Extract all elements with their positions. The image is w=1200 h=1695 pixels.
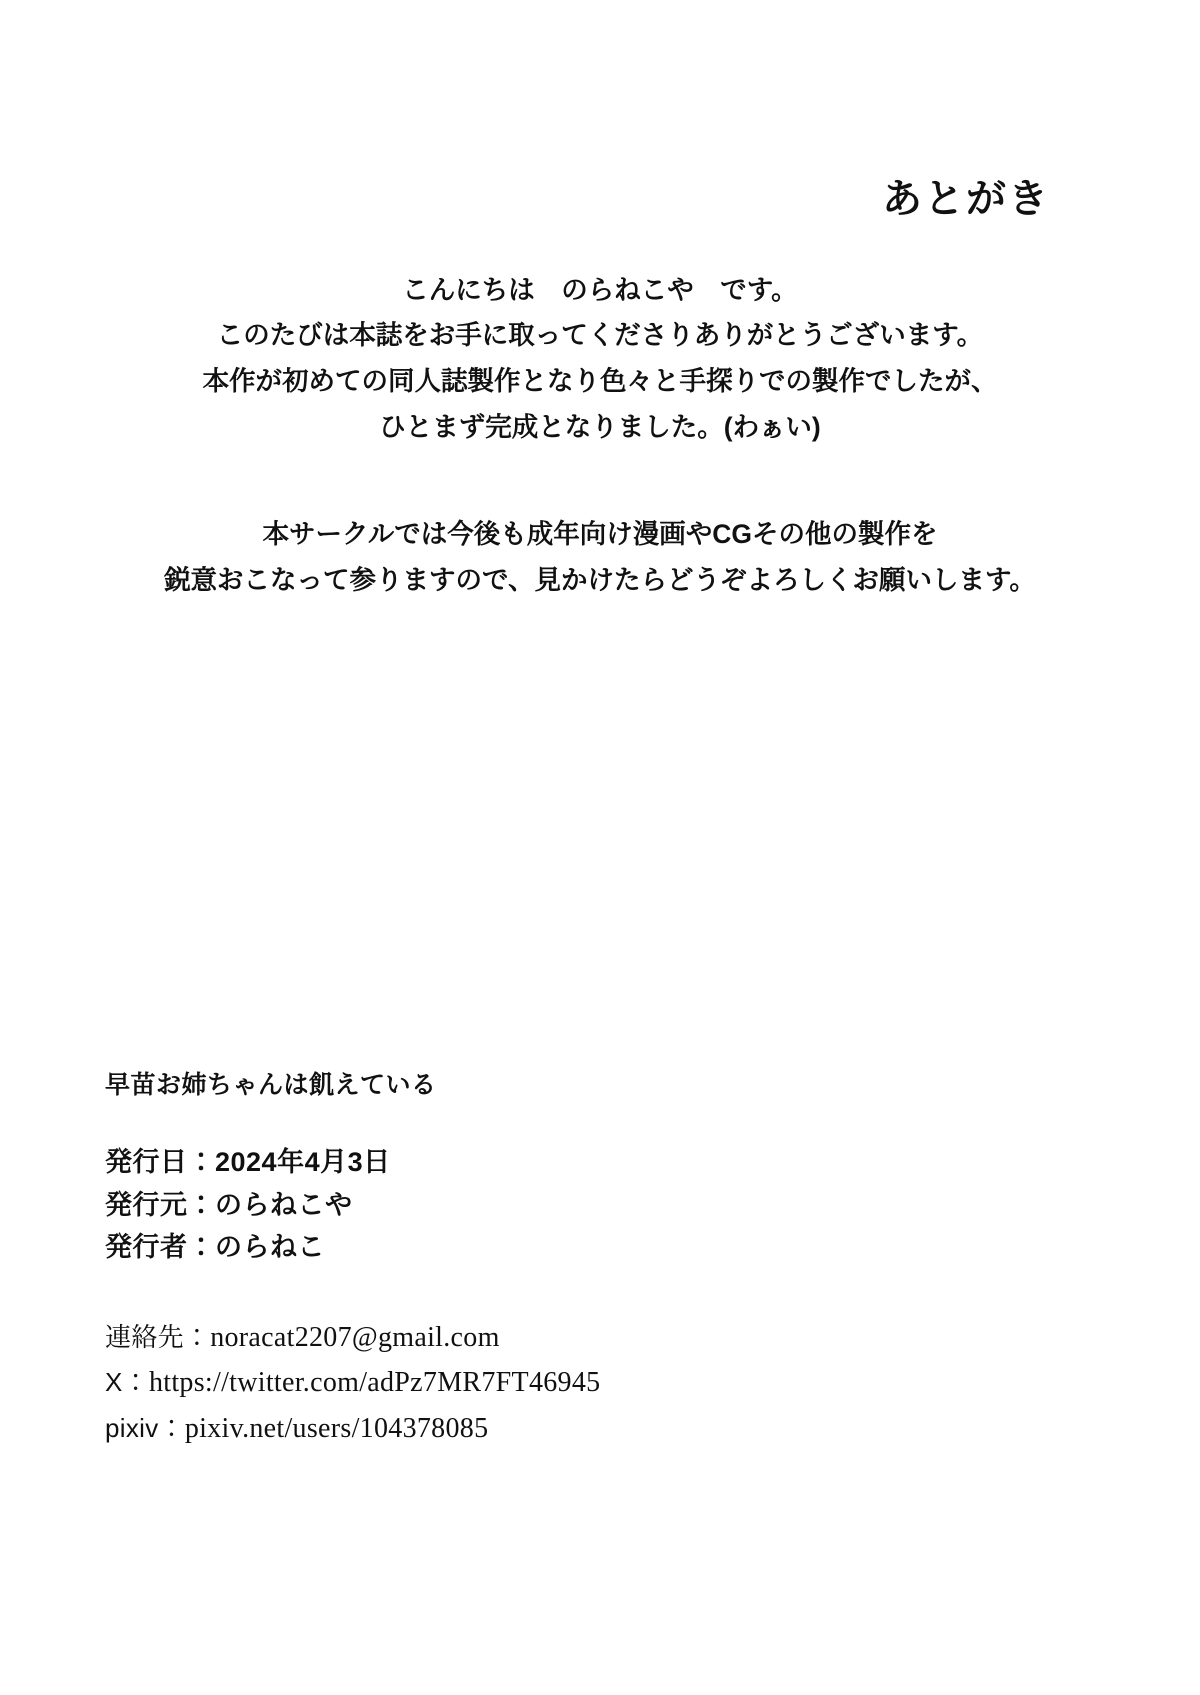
contact-block xyxy=(105,1315,600,1451)
afterword-line: ひとまず完成となりました。(わぁい) xyxy=(379,411,821,442)
publication-date: 発行日：2024年4月3日 xyxy=(105,1147,391,1177)
contact-twitter-value[interactable]: https://twitter.com/adPz7MR7FT46945 xyxy=(148,1367,601,1399)
contact-email-value[interactable]: noracat2207@gmail.com xyxy=(210,1321,500,1353)
publisher: 発行元：のらねこや xyxy=(105,1189,353,1220)
afterword-section xyxy=(0,140,1200,603)
contact-email-label: 連絡先： xyxy=(105,1321,211,1352)
afterword-body xyxy=(0,268,1200,603)
contact-twitter-label: X： xyxy=(105,1367,149,1398)
afterword-line: このたびは本誌をお手に取ってくださりありがとうございます。 xyxy=(216,320,984,351)
work-title: 早苗お姉ちゃんは飢えている xyxy=(105,1071,437,1099)
contact-twitter-row xyxy=(105,1360,600,1405)
afterword-line: 本作が初めての同人誌製作となり色々と手探りでの製作でしたが、 xyxy=(202,365,998,396)
contact-email-row xyxy=(105,1315,600,1360)
afterword-line: こんにちは のらねこや です。 xyxy=(402,274,798,305)
afterword-paragraph-2 xyxy=(95,512,1105,603)
author: 発行者：のらねこ xyxy=(105,1232,325,1263)
imprint-block xyxy=(105,1141,600,1269)
afterword-paragraph-1 xyxy=(95,268,1105,450)
colophon-section xyxy=(105,1065,600,1451)
afterword-heading: あとがき xyxy=(882,176,1050,221)
afterword-line: 本サークルでは今後も成年向け漫画やCGその他の製作を xyxy=(262,519,938,550)
contact-pixiv-row xyxy=(105,1406,600,1451)
contact-pixiv-value[interactable]: pixiv.net/users/104378085 xyxy=(184,1412,489,1444)
afterword-line: 鋭意おこなって参りますので、見かけたらどうぞよろしくお願いします。 xyxy=(164,564,1036,595)
contact-pixiv-label: pixiv： xyxy=(105,1412,185,1443)
